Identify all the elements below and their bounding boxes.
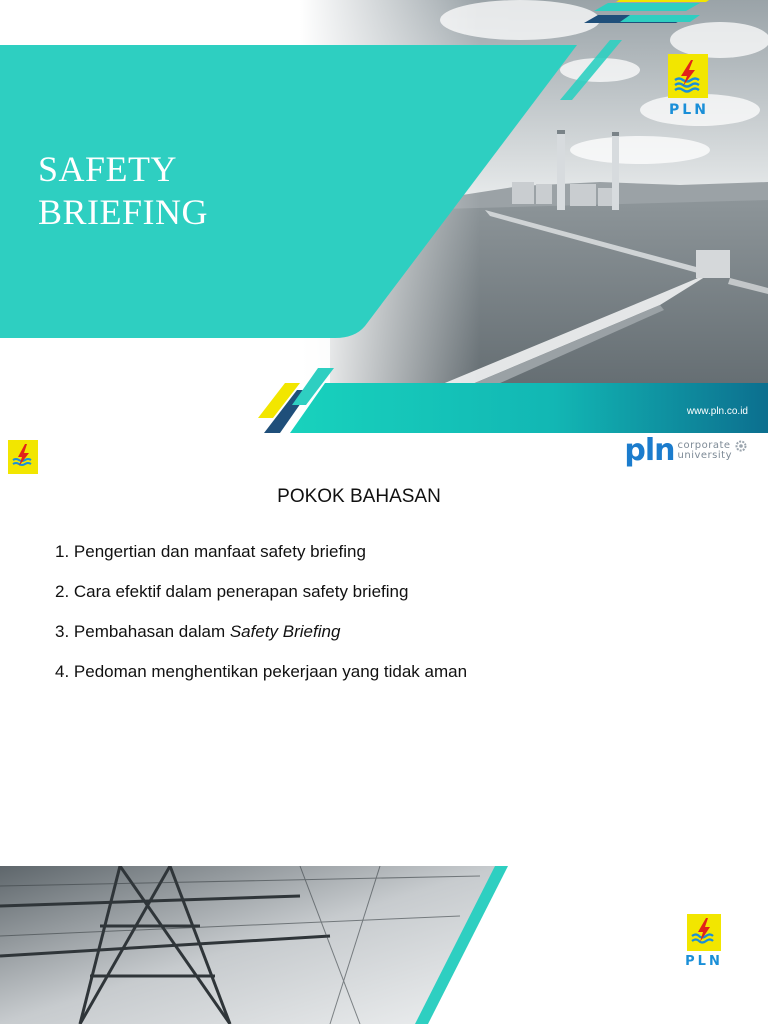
pln-logo-text: PLN: [669, 102, 709, 118]
website-url: www.pln.co.id: [686, 406, 748, 417]
agenda-item: [55, 620, 467, 660]
gear-icon: [734, 439, 748, 453]
pln-lightning-icon: [665, 52, 713, 100]
agenda-item: [55, 540, 467, 580]
agenda-item: [55, 660, 467, 700]
pln-logo-text: PLN: [685, 954, 723, 969]
brand-tagline: [678, 441, 732, 461]
brand-university: university: [677, 450, 732, 461]
agenda-item-text: 3. Pembahasan dalam: [55, 622, 230, 641]
cover-title-line-2: BRIEFING: [38, 192, 209, 232]
agenda-item-text: 2. Cara efektif dalam penerapan safety briefing: [55, 582, 409, 601]
transmission-tower-photo: [0, 866, 768, 1024]
brand-pln: pln: [624, 433, 675, 468]
agenda-list: [55, 540, 467, 700]
cover-slide: [0, 0, 768, 433]
pln-lightning-icon: [684, 912, 724, 952]
pln-logo: [665, 52, 713, 118]
agenda-item-emphasis: Safety Briefing: [229, 622, 341, 641]
agenda-item-text: 4. Pedoman menghentikan pekerjaan yang tidak aman: [55, 662, 468, 681]
pln-small-logo: [6, 439, 40, 480]
closing-slide: [0, 866, 768, 1024]
pln-logo-closing: [680, 912, 728, 969]
agenda-heading: POKOK BAHASAN: [277, 486, 441, 507]
agenda-slide: [0, 433, 768, 866]
pln-corporate-university-logo: [624, 433, 748, 468]
cover-title: [38, 148, 208, 234]
brand-corporate: corporate: [677, 440, 731, 451]
cover-title-line-1: SAFETY: [38, 149, 178, 189]
pln-lightning-icon: [6, 439, 40, 475]
agenda-item: [55, 580, 467, 620]
agenda-item-text: 1. Pengertian dan manfaat safety briefing: [55, 542, 366, 561]
